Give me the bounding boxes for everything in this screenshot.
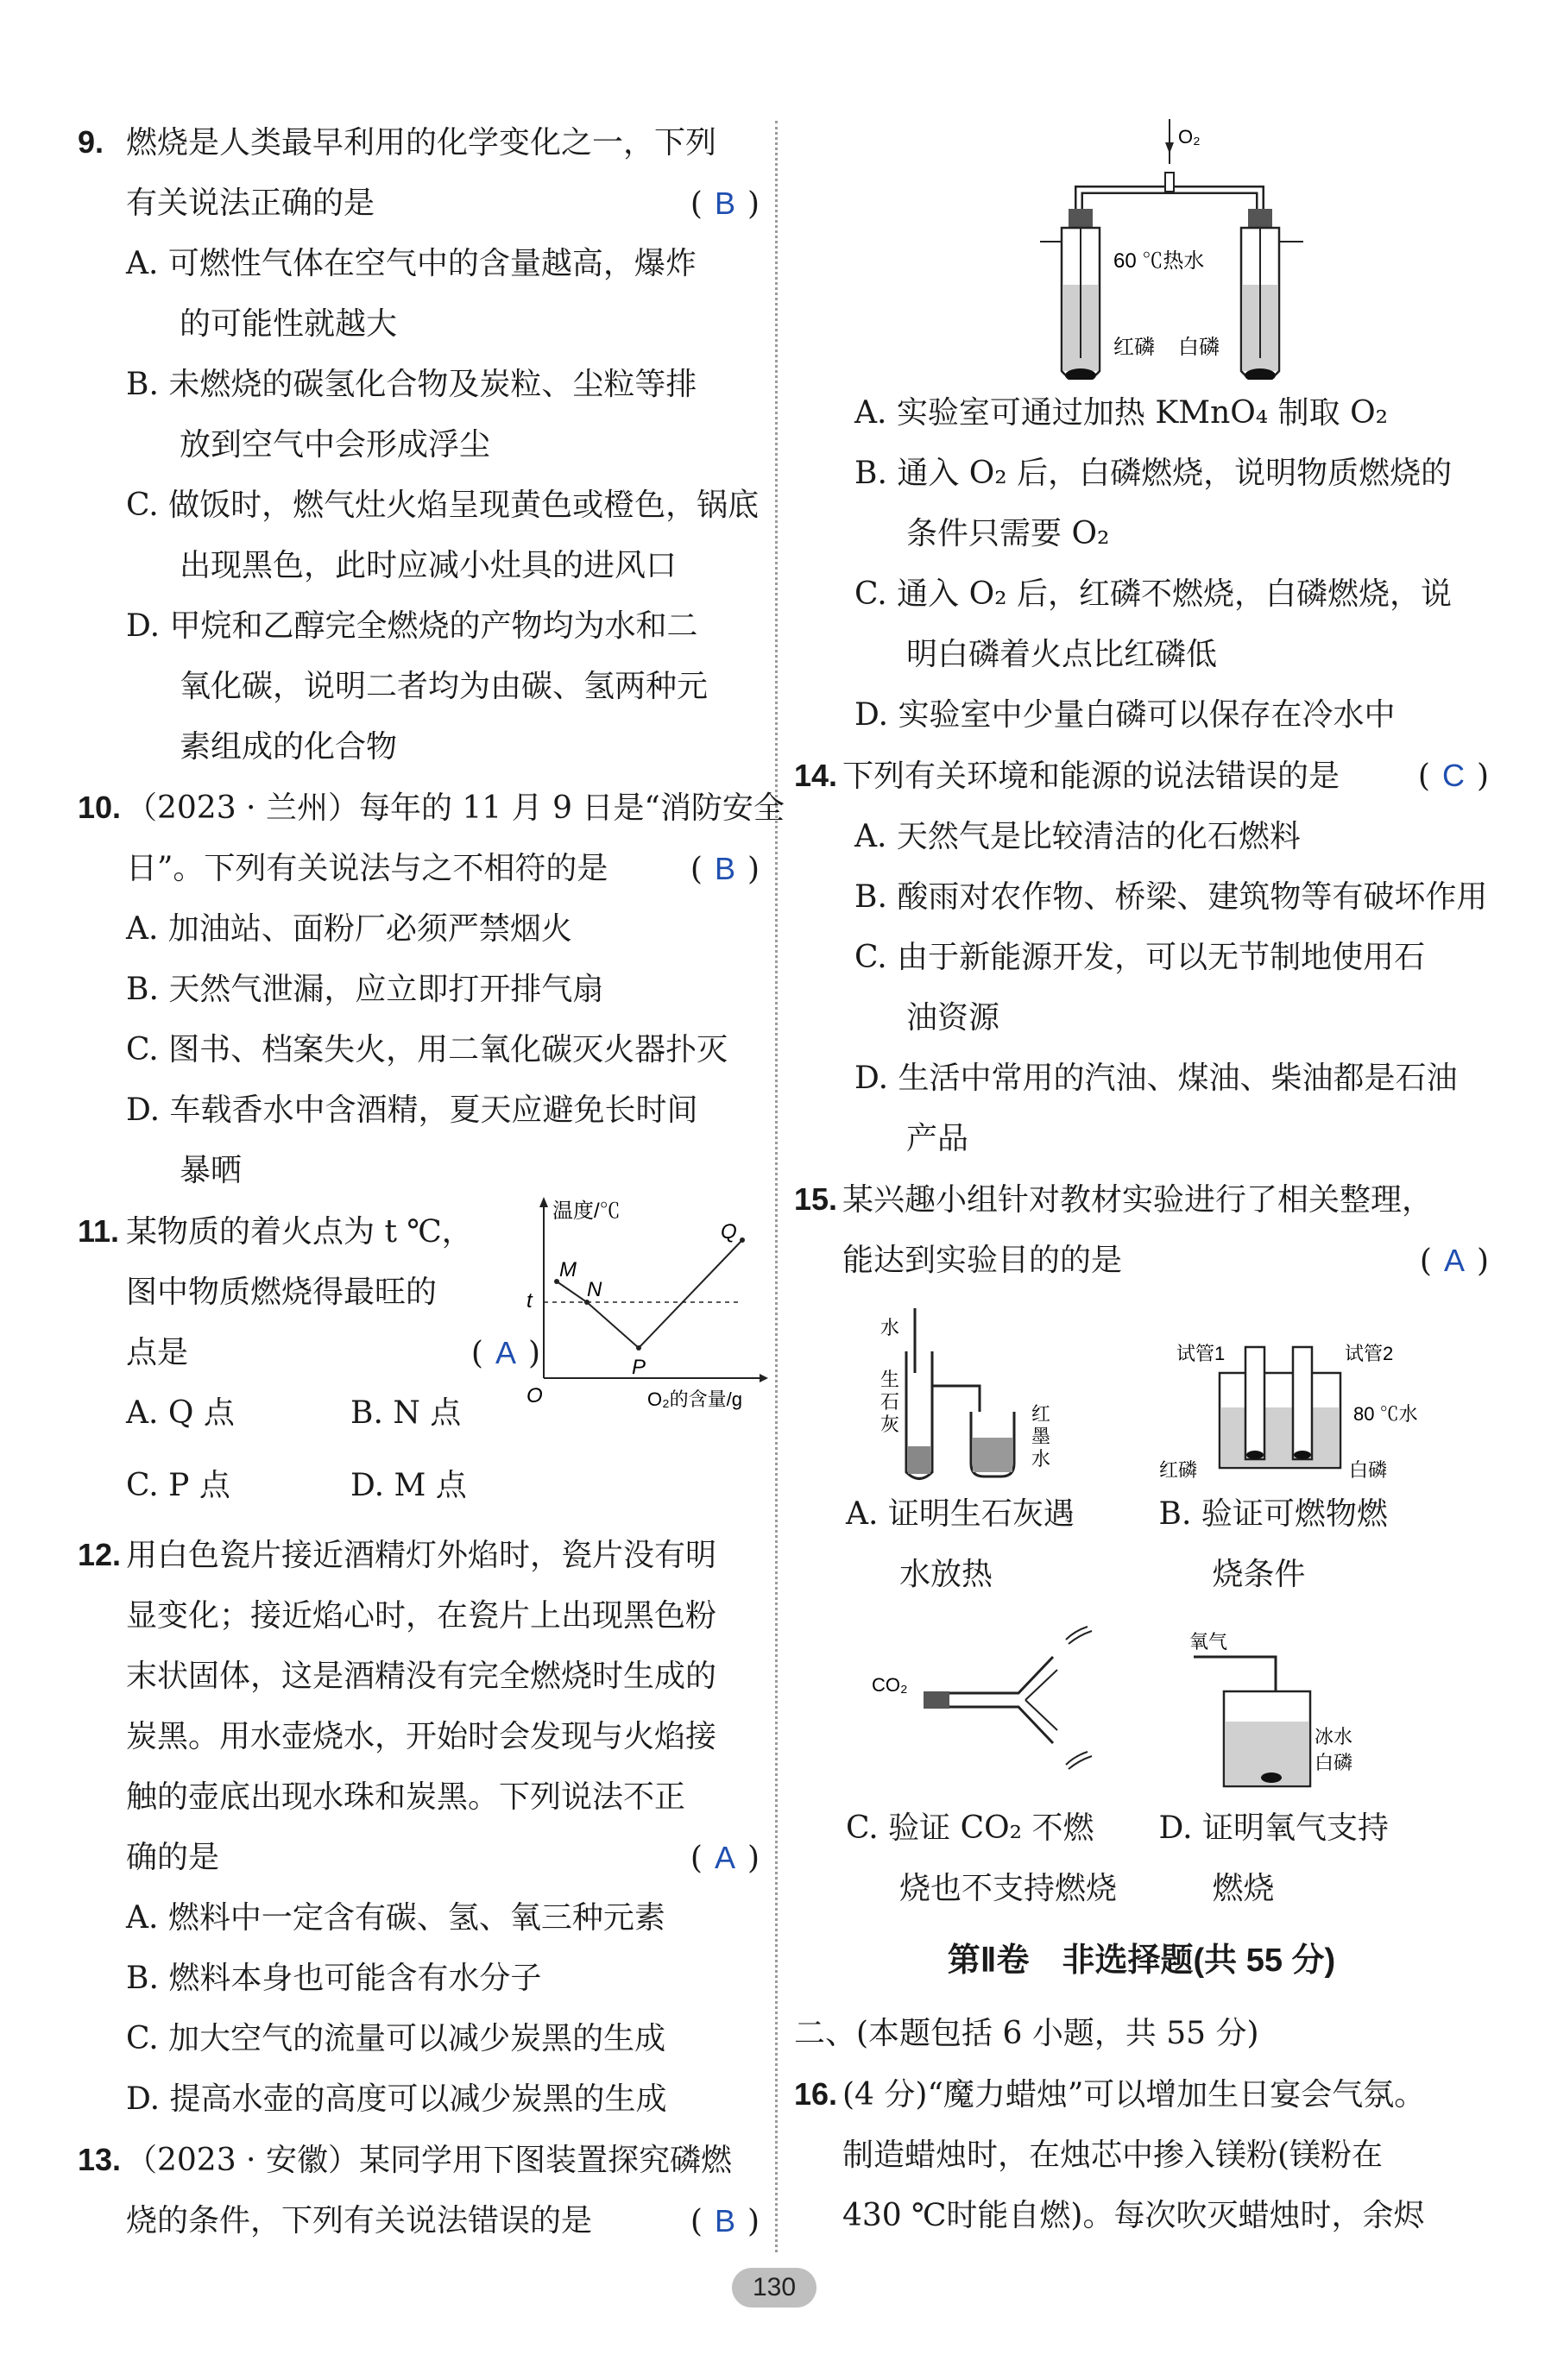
question-10 <box>78 778 785 1201</box>
fig-a-ink1: 红 <box>1031 1403 1051 1425</box>
section-title: 第Ⅱ卷 非选择题(共 55 分) <box>947 1942 1336 1979</box>
fig-a-lime1: 生 <box>880 1369 900 1390</box>
answer-letter: A <box>714 1840 735 1875</box>
graph-y-label: 温度/℃ <box>552 1199 621 1223</box>
question-stem: 触的壶底出现水珠和炭黑。下列说法不正 <box>126 1779 686 1815</box>
question-stem: 制造蜡烛时，在烛芯中掺入镁粉(镁粉在 <box>842 2138 1384 2173</box>
question-9 <box>78 112 760 778</box>
label-p: P <box>632 1356 646 1379</box>
option-c: C. 验证 CO₂ 不燃 <box>846 1810 1094 1846</box>
option-c: C. 做饭时，燃气灶火焰呈现黄色或橙色，锅底 <box>126 488 760 523</box>
label-m: M <box>559 1258 577 1281</box>
option-c: C. 通入 O₂ 后，红磷不燃烧，白磷燃烧，说 <box>854 576 1452 612</box>
question-13-options <box>794 383 1489 746</box>
question-14 <box>794 746 1489 1169</box>
option-d-cont: 产品 <box>906 1121 969 1156</box>
option-b-cont: 条件只需要 O₂ <box>906 516 1110 551</box>
answer-letter: B <box>714 851 735 886</box>
figure-c-co2-tube <box>794 1622 1139 1795</box>
question-stem: 点是 <box>126 1335 189 1370</box>
graph-x-label: O₂的含量/g <box>647 1388 743 1410</box>
option-c-cont: 出现黑色，此时应减小灶具的进风口 <box>180 548 678 583</box>
option-d-cont: 暴晒 <box>180 1153 243 1188</box>
question-11 <box>78 1201 760 1516</box>
question-number: 13. <box>78 2142 122 2177</box>
option-b: B. 酸雨对农作物、桥梁、建筑物等有破坏作用 <box>854 879 1488 915</box>
point-p <box>636 1345 641 1351</box>
question-number: 16. <box>794 2076 838 2112</box>
option-b: B. 未燃烧的碳氢化合物及炭粒、尘粒等排 <box>126 367 697 402</box>
option-b: B. N 点 <box>350 1395 462 1431</box>
question-12 <box>78 1525 760 2130</box>
white-phosphorus-label: 白磷 <box>1178 336 1220 359</box>
question-stem: 显变化；接近焰心时，在瓷片上出现黑色粉 <box>126 1598 717 1634</box>
right-column <box>794 112 1489 2246</box>
option-a: A. 燃料中一定含有碳、氢、氧三种元素 <box>126 1900 665 1936</box>
figure-a-lime-water <box>794 1300 1139 1481</box>
answer: ( C ) <box>1417 758 1489 794</box>
fig-d-oxygen: 氧气 <box>1188 1631 1227 1653</box>
question-number: 15. <box>794 1181 838 1217</box>
answer: ( A ) <box>690 1840 760 1876</box>
option-c-cont: 明白磷着火点比红磷低 <box>906 637 1218 672</box>
question-stem: 确的是 <box>126 1840 220 1875</box>
option-a: A. 可燃性气体在空气中的含量越高，爆炸 <box>126 246 697 281</box>
option-c: C. 由于新能源开发，可以无节制地使用石 <box>854 940 1426 975</box>
option-d-cont: 素组成的化合物 <box>180 729 398 765</box>
figure-b-test-tubes <box>1142 1300 1487 1481</box>
fig-b-red-p: 红磷 <box>1158 1459 1197 1481</box>
question-16 <box>794 2064 1489 2246</box>
fig-d-ice-water: 冰水 <box>1314 1726 1352 1747</box>
question-stem: 日”。下列有关说法与之不相符的是 <box>126 851 608 886</box>
fig-b-water80: 80 ℃水 <box>1352 1403 1418 1425</box>
option-b: B. 燃料本身也可能含有水分子 <box>126 1961 542 1996</box>
question-stem: 图中物质燃烧得最旺的 <box>126 1275 438 1310</box>
option-d-cont: 氧化碳，说明二者均为由碳、氢两种元 <box>180 669 709 704</box>
option-a-cont: 水放热 <box>899 1557 993 1592</box>
answer-letter: C <box>1441 758 1465 793</box>
question-15 <box>794 1169 1489 1919</box>
option-d-cont: 燃烧 <box>1212 1871 1275 1906</box>
temperature-oxygen-graph <box>509 1197 768 1413</box>
answer: ( A ) <box>470 1335 540 1371</box>
option-d: D. 甲烷和乙醇完全燃烧的产物均为水和二 <box>126 608 698 644</box>
question-stem: （2023 · 兰州）每年的 11 月 9 日是“消防安全 <box>126 790 785 826</box>
label-q: Q <box>721 1220 737 1244</box>
option-b-cont: 烧条件 <box>1212 1557 1306 1592</box>
question-stem: 用白色瓷片接近酒精灯外焰时，瓷片没有明 <box>126 1538 717 1573</box>
option-a: A. 加油站、面粉厂必须严禁烟火 <box>126 911 572 947</box>
figure-d-oxygen-beaker <box>1142 1622 1487 1795</box>
left-column <box>78 112 785 2251</box>
answer: ( B ) <box>690 2203 760 2239</box>
answer-letter: B <box>714 186 735 221</box>
answer-letter: B <box>714 2203 735 2238</box>
question-stem: 炭黑。用水壶烧水，开始时会发现与火焰接 <box>126 1719 717 1754</box>
option-d: D. 实验室中少量白磷可以保存在冷水中 <box>854 697 1396 733</box>
answer-letter: A <box>1443 1243 1465 1278</box>
question-stem: 有关说法正确的是 <box>126 186 375 221</box>
hot-water-label: 60 ℃热水 <box>1113 249 1205 273</box>
question-stem: （2023 · 安徽）某同学用下图装置探究磷燃 <box>126 2143 732 2178</box>
question-number: 14. <box>794 758 838 793</box>
part-two-heading: 二、(本题包括 6 小题，共 55 分) <box>794 2016 1259 2051</box>
question-number: 11. <box>78 1213 120 1249</box>
option-a: A. 天然气是比较清洁的化石燃料 <box>854 819 1301 854</box>
graph-origin: O <box>526 1384 543 1407</box>
question-stem: (4 分)“魔力蜡烛”可以增加生日宴会气氛。 <box>842 2077 1426 2112</box>
answer-letter: A <box>495 1335 516 1370</box>
fig-a-lime3: 灰 <box>880 1414 900 1435</box>
answer: ( B ) <box>690 851 760 887</box>
option-c-cont: 烧也不支持燃烧 <box>899 1871 1118 1906</box>
red-phosphorus-label: 红磷 <box>1113 336 1155 359</box>
question-stem: 某兴趣小组针对教材实验进行了相关整理， <box>842 1182 1434 1218</box>
column-divider <box>775 121 778 2252</box>
fig-a-lime2: 石 <box>880 1391 900 1413</box>
option-a: A. Q 点 <box>126 1395 235 1431</box>
o2-label: O₂ <box>1178 126 1201 148</box>
option-d: D. 生活中常用的汽油、煤油、柴油都是石油 <box>854 1061 1458 1096</box>
answer: ( A ) <box>1419 1243 1489 1279</box>
fig-b-tube2: 试管2 <box>1344 1343 1393 1364</box>
question-stem: 下列有关环境和能源的说法错误的是 <box>842 759 1340 794</box>
option-c: C. 图书、档案失火，用二氧化碳灭火器扑灭 <box>126 1032 728 1067</box>
fig-a-ink2: 墨 <box>1031 1426 1051 1447</box>
option-a-cont: 的可能性就越大 <box>180 306 398 342</box>
option-d: D. 证明氧气支持 <box>1158 1810 1389 1846</box>
question-number: 12. <box>78 1537 122 1572</box>
point-q <box>740 1237 745 1243</box>
option-c-cont: 油资源 <box>906 1000 1000 1036</box>
question-13-stem <box>78 2130 760 2251</box>
option-b: B. 验证可燃物燃 <box>1158 1496 1388 1532</box>
fig-a-ink3: 水 <box>1031 1448 1051 1470</box>
fig-a-water: 水 <box>880 1317 900 1338</box>
option-d: D. 提高水壶的高度可以减少炭黑的生成 <box>126 2081 667 2117</box>
question-stem: 能达到实验目的的是 <box>842 1243 1123 1278</box>
option-b: B. 天然气泄漏，应立即打开排气扇 <box>126 972 604 1007</box>
question-number: 9. <box>78 124 104 160</box>
graph-t-label: t <box>526 1289 533 1313</box>
fig-b-white-p: 白磷 <box>1348 1459 1387 1481</box>
question-stem: 某物质的着火点为 t ℃， <box>126 1214 473 1250</box>
answer: ( B ) <box>690 186 760 222</box>
question-stem: 430 ℃时能自燃)。每次吹灭蜡烛时，余烬 <box>842 2198 1425 2233</box>
option-d: D. M 点 <box>350 1468 467 1503</box>
option-c: C. 加大空气的流量可以减少炭黑的生成 <box>126 2021 666 2056</box>
option-c: C. P 点 <box>126 1468 230 1503</box>
question-stem: 燃烧是人类最早利用的化学变化之一，下列 <box>126 125 717 161</box>
page-number: 130 <box>732 2268 816 2308</box>
phosphorus-apparatus-figure <box>794 112 1489 380</box>
option-a: A. 实验室可通过加热 KMnO₄ 制取 O₂ <box>854 395 1389 431</box>
question-number: 10. <box>78 790 122 825</box>
option-b-cont: 放到空气中会形成浮尘 <box>180 427 491 463</box>
question-stem: 末状固体，这是酒精没有完全燃烧时生成的 <box>126 1659 717 1694</box>
fig-b-tube1: 试管1 <box>1176 1343 1225 1364</box>
question-stem: 烧的条件，下列有关说法错误的是 <box>126 2203 593 2238</box>
label-n: N <box>587 1278 602 1301</box>
fig-d-white-p: 白磷 <box>1314 1752 1352 1773</box>
option-b: B. 通入 O₂ 后，白磷燃烧，说明物质燃烧的 <box>854 456 1453 491</box>
option-d: D. 车载香水中含酒精，夏天应避免长时间 <box>126 1092 698 1128</box>
fig-c-co2: CO₂ <box>872 1674 908 1696</box>
option-a: A. 证明生石灰遇 <box>846 1496 1075 1532</box>
